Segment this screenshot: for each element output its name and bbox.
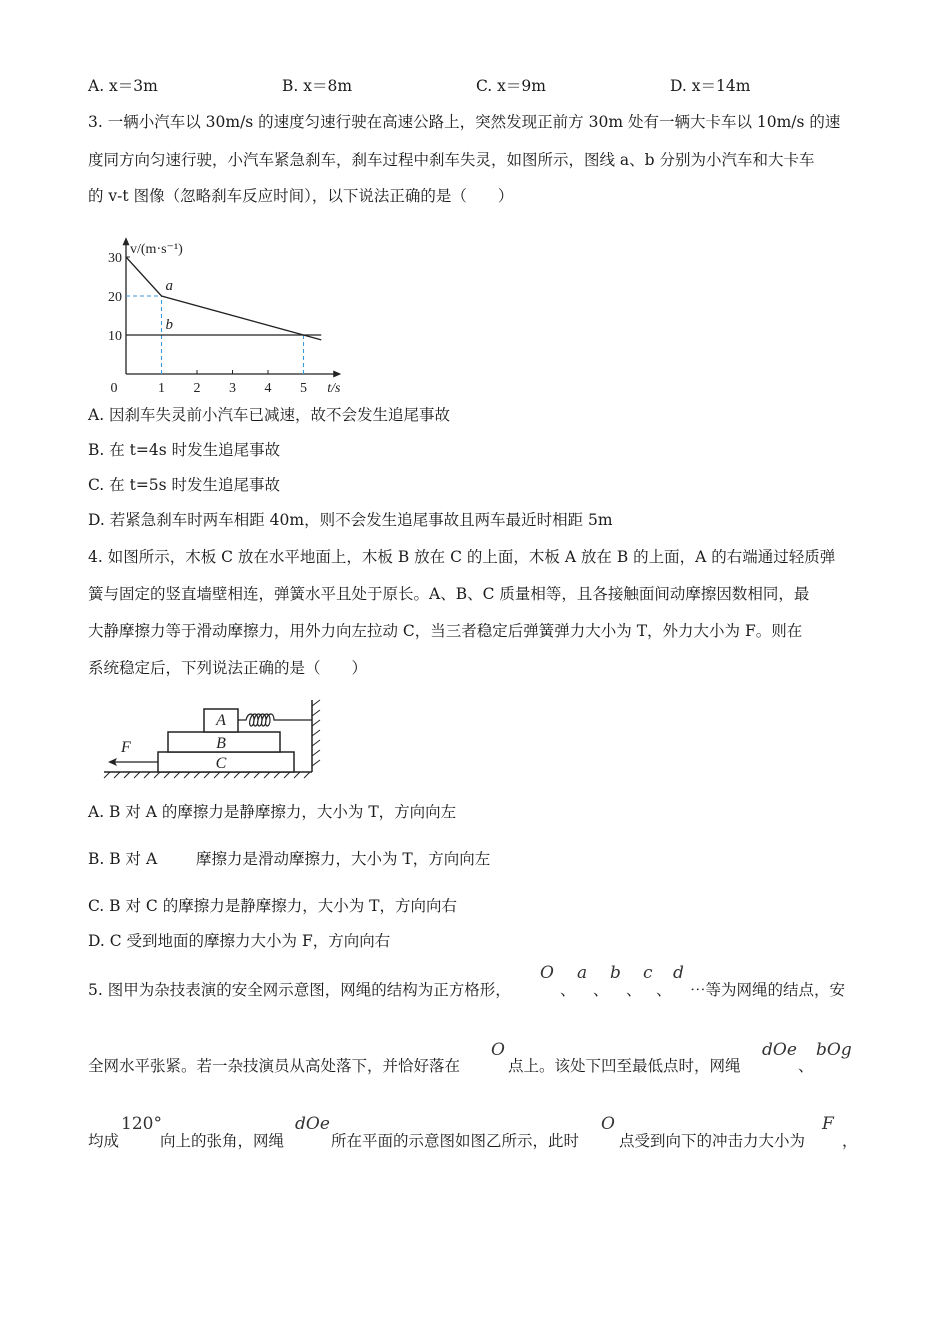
spring	[238, 714, 312, 726]
x-tick-label: 4	[264, 381, 272, 392]
q2-option-a: A. x＝3m	[88, 77, 158, 95]
q5-line2-sep: 、	[798, 1057, 814, 1075]
wall-hatch	[312, 700, 320, 766]
node-d: d	[673, 963, 684, 983]
q5-line3-text1: 均成	[88, 1132, 120, 1150]
y-tick-label: 20	[108, 290, 122, 305]
x-tick-label: 2	[193, 381, 201, 392]
series-line-a	[126, 257, 321, 340]
q3-stem-line2: 度同方向匀速行驶，小汽车紧急刹车，刹车过程中刹车失灵，如图所示，图线 a、b 分别为小汽车和大卡车	[88, 151, 815, 169]
x-tick-label: 5	[300, 381, 307, 392]
q5-line3-text2: 向上的张角，网绳	[160, 1132, 285, 1150]
q4-stem-line1: 4. 如图所示，木板 C 放在水平地面上，木板 B 放在 C 的上面，木板 A 放在 B 的上面，A 的右端通过轻质弹	[88, 548, 836, 566]
q3-option-c: C. 在 t=5s 时发生追尾事故	[88, 476, 281, 494]
vt-chart	[88, 212, 348, 392]
x-axis-arrow	[333, 371, 341, 378]
series-label-b: b	[165, 317, 173, 333]
node-a: a	[577, 963, 588, 983]
rope-bog: bOg	[816, 1040, 852, 1060]
q5-line2-mid: 点上。该处下凹至最低点时，网绳	[508, 1057, 741, 1075]
x-tick-label: 3	[229, 381, 236, 392]
node-o: O	[540, 963, 554, 983]
q4-stem-line4: 系统稳定后，下列说法正确的是（ ）	[88, 659, 368, 677]
force-f: F	[822, 1114, 834, 1134]
q4-option-a: A. B 对 A 的摩擦力是静摩擦力，大小为 T，方向向左	[88, 803, 457, 821]
q5-line3-end: ，	[842, 1132, 858, 1150]
q4-option-b-part2: 摩擦力是滑动摩擦力，大小为 T，方向向左	[196, 850, 491, 868]
q3-stem-line1: 3. 一辆小汽车以 30m/s 的速度匀速行驶在高速公路上，突然发现正前方 30m 处有一辆大卡车以 10m/s 的速	[88, 113, 841, 131]
x-tick-label: 1	[158, 381, 165, 392]
q4-stem-line3: 大静摩擦力等于滑动摩擦力，用外力向左拉动 C，当三者稳定后弹簧弹力大小为 T，外力大小为 F。则在	[88, 622, 803, 640]
angle-120: 120°	[121, 1114, 162, 1134]
node-sep-1: 、	[560, 981, 576, 999]
node-sep-2: 、	[593, 981, 609, 999]
blocks-diagram	[100, 692, 330, 784]
q5-line1-text: 5. 图甲为杂技表演的安全网示意图，网绳的结构为正方格形，	[88, 981, 511, 999]
node-b: b	[610, 963, 621, 983]
q5-line3-text3: 所在平面的示意图如图乙所示，此时	[331, 1132, 580, 1150]
q3-stem-line3: 的 v-t 图像（忽略刹车反应时间），以下说法正确的是（ ）	[88, 187, 514, 205]
q5-line2-text: 全网水平张紧。若一杂技演员从高处落下，并恰好落在	[88, 1057, 461, 1075]
q3-option-a: A. 因刹车失灵前小汽车已减速，故不会发生追尾事故	[88, 406, 451, 424]
series-label-a: a	[165, 278, 173, 294]
rope-doe-2: dOe	[295, 1114, 330, 1134]
q5-line1-tail: ⋯等为网绳的结点，安	[690, 981, 846, 999]
x-axis-label: t/s	[327, 381, 341, 392]
ground-hatch	[104, 772, 310, 778]
q3-option-b: B. 在 t=4s 时发生追尾事故	[88, 441, 281, 459]
y-axis-arrow	[123, 237, 130, 245]
q4-option-d: D. C 受到地面的摩擦力大小为 F，方向向右	[88, 932, 391, 950]
node-c: c	[643, 963, 653, 983]
y-axis-label: v/(m·s⁻¹)	[130, 242, 183, 258]
q4-option-c: C. B 对 C 的摩擦力是静摩擦力，大小为 T，方向向右	[88, 897, 457, 915]
q2-option-c: C. x＝9m	[476, 77, 546, 95]
q3-option-d: D. 若紧急刹车时两车相距 40m，则不会发生追尾事故且两车最近时相距 5m	[88, 511, 613, 529]
q4-option-b-part1: B. B 对 A	[88, 850, 158, 868]
q2-option-d: D. x＝14m	[670, 77, 751, 95]
point-o-2: O	[601, 1114, 615, 1134]
q2-option-b: B. x＝8m	[282, 77, 353, 95]
force-label: F	[121, 739, 131, 756]
x-tick-label: 0	[110, 381, 118, 392]
rope-doe: dOe	[762, 1040, 797, 1060]
block-b-label: B	[216, 735, 226, 752]
q5-line3-text4: 点受到向下的冲击力大小为	[619, 1132, 806, 1150]
block-a-label: A	[216, 712, 226, 729]
block-c-label: C	[215, 755, 227, 772]
y-tick-label: 10	[108, 329, 122, 344]
node-sep-3: 、	[626, 981, 642, 999]
point-o: O	[491, 1040, 505, 1060]
q4-stem-line2: 簧与固定的竖直墙壁相连，弹簧水平且处于原长。A、B、C 质量相等，且各接触面间动摩擦因数相同，最	[88, 585, 810, 603]
node-sep-4: 、	[656, 981, 672, 999]
y-tick-label: 30	[108, 251, 122, 266]
